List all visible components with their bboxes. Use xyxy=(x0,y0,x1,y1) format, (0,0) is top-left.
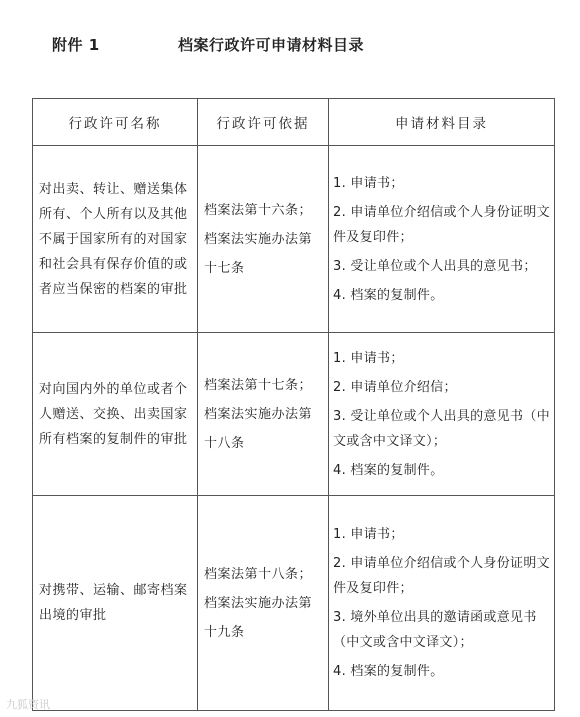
column-header-name: 行政许可名称 xyxy=(33,99,198,146)
permit-name-cell: 对向国内外的单位或者个人赠送、交换、出卖国家所有档案的复制件的审批 xyxy=(33,333,198,496)
list-item: 3. 境外单位出具的邀请函或意见书（中文或含中文译文）； xyxy=(333,610,537,650)
attachment-label: 附件 1 xyxy=(52,36,100,54)
table-header-row xyxy=(33,99,555,146)
permit-basis-cell: 档案法第十七条；档案法实施办法第十八条 xyxy=(198,333,329,496)
list-item: 1. 申请书； xyxy=(333,175,404,191)
column-header-basis: 行政许可依据 xyxy=(198,99,329,146)
list-item: 2. 申请单位介绍信或个人身份证明文件及复印件； xyxy=(333,556,550,596)
materials-list xyxy=(333,169,550,310)
materials-cell xyxy=(329,146,555,333)
permit-basis-cell: 档案法第十八条；档案法实施办法第十九条 xyxy=(198,496,329,711)
permit-name-cell: 对携带、运输、邮寄档案出境的审批 xyxy=(33,496,198,711)
materials-cell xyxy=(329,333,555,496)
list-item: 2. 申请单位介绍信； xyxy=(333,379,457,395)
materials-list xyxy=(333,520,550,686)
permit-name-cell: 对出卖、转让、赠送集体所有、个人所有以及其他不属于国家所有的对国家和社会具有保存价值的或者应当保密的档案的审批 xyxy=(33,146,198,333)
list-item: 4. 档案的复制件。 xyxy=(333,462,444,478)
list-item: 1. 申请书； xyxy=(333,527,404,542)
materials-table xyxy=(32,98,555,711)
watermark: 九狐资讯 xyxy=(6,698,50,711)
list-item: 3. 受让单位或个人出具的意见书（中文或含中文译文）； xyxy=(333,408,550,449)
materials-list xyxy=(333,344,550,485)
column-header-materials: 申请材料目录 xyxy=(329,99,555,146)
list-item: 4. 档案的复制件。 xyxy=(333,287,444,303)
list-item: 2. 申请单位介绍信或个人身份证明文件及复印件； xyxy=(333,204,550,245)
document-title: 档案行政许可申请材料目录 xyxy=(178,36,365,54)
permit-basis-cell: 档案法第十六条；档案法实施办法第十七条 xyxy=(198,146,329,333)
table-row xyxy=(33,146,555,333)
materials-cell xyxy=(329,496,555,711)
list-item: 3. 受让单位或个人出具的意见书； xyxy=(333,258,537,274)
document-header xyxy=(0,34,580,58)
list-item: 1. 申请书； xyxy=(333,350,404,366)
table-row xyxy=(33,333,555,496)
list-item: 4. 档案的复制件。 xyxy=(333,664,444,679)
table-row xyxy=(33,496,555,711)
